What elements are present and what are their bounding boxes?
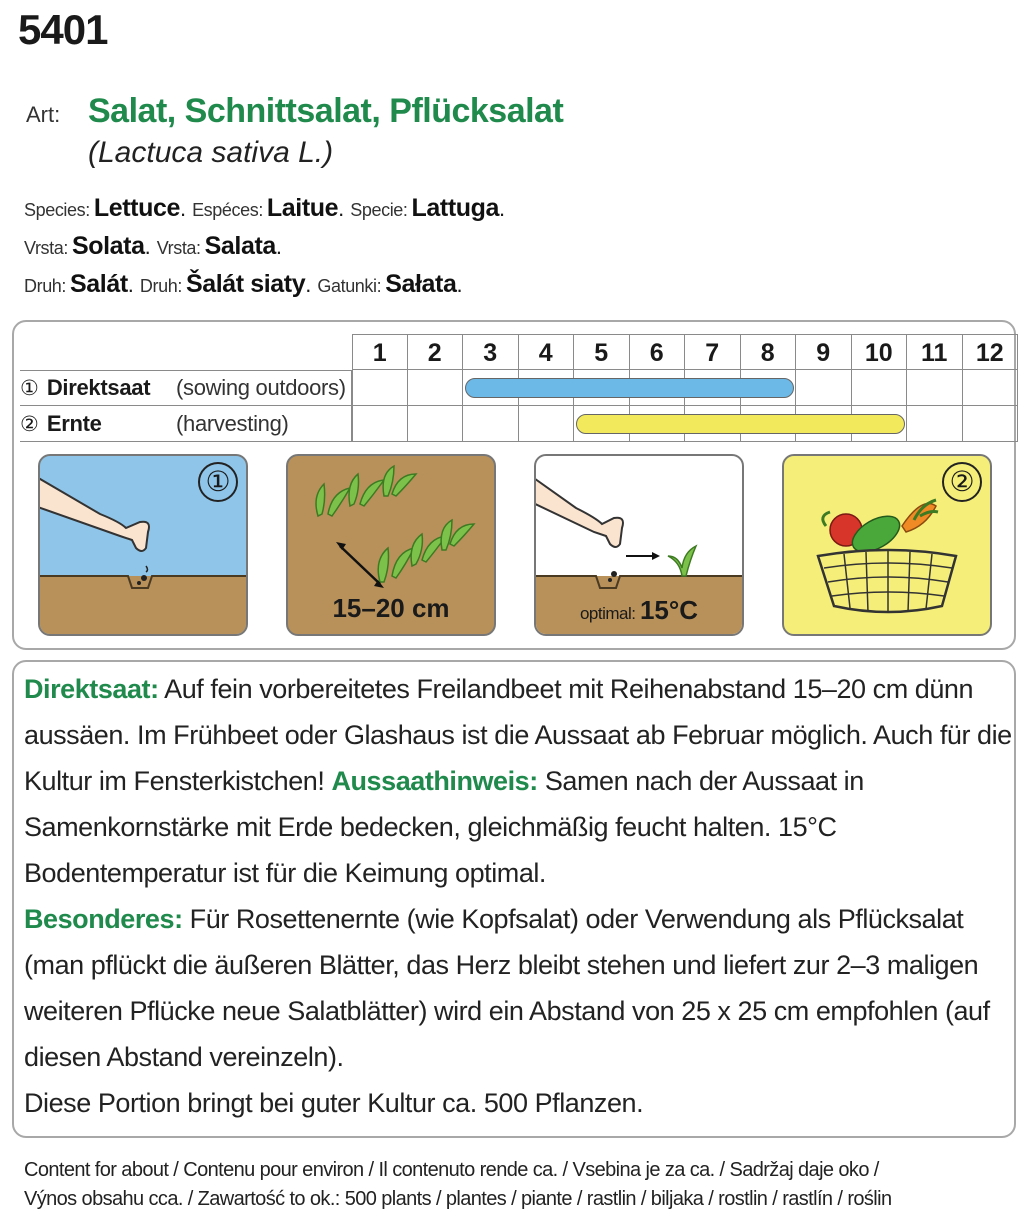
language-line: Druh: Salát . Druh: Šalát siaty . Gatunki: Sałata . [24, 266, 511, 304]
language-label: Species: [24, 200, 90, 220]
spacing-caption: 15–20 cm [332, 593, 450, 623]
step-number-badge: ① [198, 462, 238, 502]
month-header-2: 2 [408, 334, 464, 370]
calendar-cell [408, 370, 464, 406]
art-label: Art: [26, 102, 61, 127]
language-label: Druh: [24, 276, 67, 296]
calendar-row-harvest [20, 406, 289, 443]
language-label: Vrsta: [24, 238, 68, 258]
temperature-value: 15°C [639, 595, 699, 625]
content-footer [24, 1156, 892, 1214]
row-subtitle: (harvesting) [176, 411, 289, 436]
spacing-illustration [286, 454, 496, 636]
language-value: Šalát siaty [185, 270, 306, 298]
language-value: Laitue [266, 194, 339, 222]
calendar-cell [796, 370, 852, 406]
language-line: Species: Lettuce . Espéces: Laitue . Specie: Lattuga . [24, 190, 511, 228]
calendar-cell [963, 406, 1019, 442]
language-names [24, 190, 511, 304]
language-value: Lattuga [411, 194, 500, 222]
month-header-10: 10 [852, 334, 908, 370]
month-header-12: 12 [963, 334, 1019, 370]
step-number-badge: ② [942, 462, 982, 502]
month-header-8: 8 [741, 334, 797, 370]
language-label: Espéces: [192, 200, 263, 220]
sowing-period-bar [465, 378, 794, 398]
calendar-cell [352, 370, 408, 406]
germination-illustration [534, 454, 744, 636]
calendar-row-sowing [20, 370, 346, 407]
month-header-4: 4 [519, 334, 575, 370]
calendar-cell [519, 406, 575, 442]
language-value: Sałata [385, 270, 457, 298]
month-header-1: 1 [352, 334, 408, 370]
heading-direct-sowing: Direktsaat: [24, 674, 159, 704]
row-marker: ② [20, 413, 39, 436]
row-subtitle: (sowing outdoors) [176, 375, 346, 400]
paragraph-sowing-advice: Samen nach der Aussaat in Samenkornstärke mit Erde bedecken, gleichmäßig feucht halten. 15°C Bodentemperatur ist für die Keimung optimal. [24, 766, 864, 888]
language-value: Salata [204, 232, 276, 260]
row-marker: ① [20, 377, 39, 400]
product-code: 5401 [18, 6, 108, 53]
language-value: Salát [70, 270, 128, 298]
harvest-illustration [782, 454, 992, 636]
temperature-caption [536, 595, 742, 626]
paragraph-yield: Diese Portion bringt bei guter Kultur ca. 500 Pflanzen. [24, 1088, 644, 1118]
footer-line: Výnos obsahu cca. / Zawartość to ok.: 500 plants / plantes / piante / rastlin / biljaka / rostlin / rastlín / roślin [24, 1188, 892, 1210]
species-name: Salat, Schnittsalat, Pflücksalat [88, 92, 564, 130]
calendar-cell [463, 406, 519, 442]
month-header-7: 7 [685, 334, 741, 370]
paragraph-direct-sowing: Auf fein vorbereitetes Freilandbeet mit Reihenabstand 15–20 cm dünn aussäen. Im Frühbeet oder Glashaus ist die Aussaat ab Februar möglich. Auch für die Kultur im Fensterkistchen! [24, 674, 1012, 796]
calendar-cell [352, 406, 408, 442]
optimal-label: optimal: [579, 604, 636, 623]
harvest-period-bar [576, 414, 905, 434]
month-header-6: 6 [630, 334, 686, 370]
language-label: Druh: [139, 276, 182, 296]
language-value: Lettuce [93, 194, 180, 222]
calendar-cell [963, 370, 1019, 406]
heading-special-notes: Besonderes: [24, 904, 183, 934]
paragraph-special-notes: Für Rosettenernte (wie Kopfsalat) oder Verwendung als Pflücksalat (man pflückt die äußeren Blätter, das Herz bleibt stehen und liefert zur 2–3 maligen weiteren Pflücke neue Salatblätter) wird ein Abstand von 25 x 25 cm empfohlen (auf diesen Abstand vereinzeln). [24, 904, 990, 1072]
species-heading [26, 92, 563, 131]
month-header-11: 11 [907, 334, 963, 370]
month-header-5: 5 [574, 334, 630, 370]
language-label: Specie: [350, 200, 408, 220]
language-label: Vrsta: [156, 238, 201, 258]
calendar-cell [907, 406, 963, 442]
calendar-cell [907, 370, 963, 406]
instructions-text [24, 666, 1014, 1126]
language-value: Solata [71, 232, 145, 260]
month-header-3: 3 [463, 334, 519, 370]
row-name: Direktsaat [46, 375, 151, 400]
month-header-9: 9 [796, 334, 852, 370]
language-label: Gatunki: [317, 276, 382, 296]
language-line: Vrsta: Solata . Vrsta: Salata . [24, 228, 511, 266]
footer-line: Content for about / Contenu pour environ / Il contenuto rende ca. / Vsebina je za ca. / Sadržaj daje oko / [24, 1159, 879, 1181]
latin-name: (Lactuca sativa L.) [88, 136, 334, 169]
sowing-illustration [38, 454, 248, 636]
heading-sowing-advice: Aussaathinweis: [331, 766, 538, 796]
calendar-cell [408, 406, 464, 442]
calendar-cell [852, 370, 908, 406]
row-name: Ernte [46, 411, 102, 436]
